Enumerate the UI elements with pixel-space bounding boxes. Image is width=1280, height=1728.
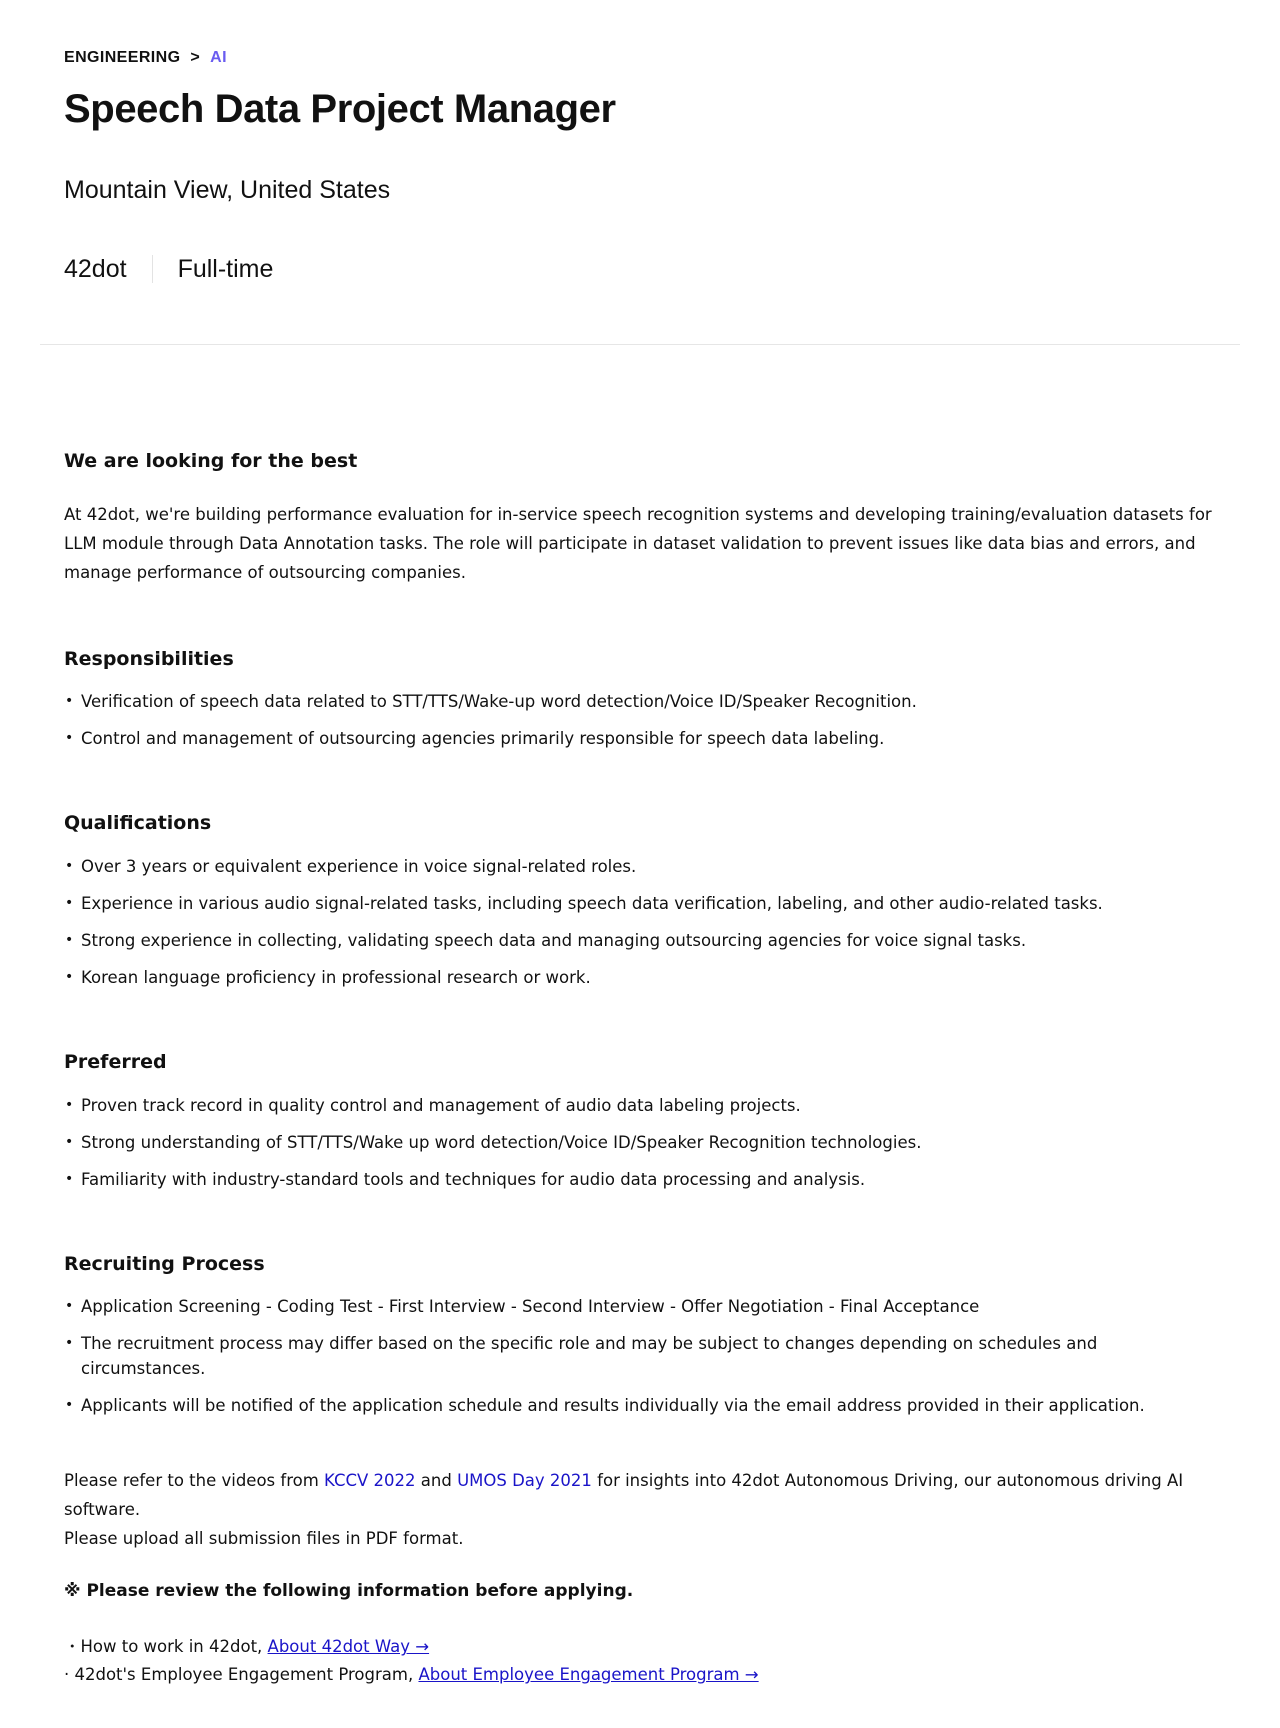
job-location: Mountain View, United States xyxy=(64,176,391,204)
breadcrumb-ai[interactable]: AI xyxy=(210,49,227,66)
reference-suffix: for insights into 42dot Autonomous Driving, our autonomous driving AI software. xyxy=(64,1471,1184,1520)
responsibilities-list xyxy=(64,689,1216,751)
umos-day-2021-link[interactable]: UMOS Day 2021 xyxy=(457,1471,592,1491)
way-link-line xyxy=(64,1633,1216,1661)
header-divider xyxy=(40,344,1240,345)
preferred-heading: Preferred xyxy=(64,1051,167,1074)
reference-prefix: Please refer to the videos from xyxy=(64,1471,325,1491)
job-meta xyxy=(64,255,1216,284)
list-item: • Application Screening - Coding Test - First Interview - Second Interview - Offer Negotiation - Final Acceptance xyxy=(64,1294,1216,1319)
company-name: 42dot xyxy=(64,254,127,283)
meta-divider xyxy=(152,255,153,283)
breadcrumb-engineering[interactable]: ENGINEERING xyxy=(64,49,181,66)
engagement-link-line xyxy=(64,1661,1216,1689)
list-item: • Korean language proficiency in professional research or work. xyxy=(64,965,1216,990)
job-description xyxy=(0,449,1280,1689)
recruiting-process-heading: Recruiting Process xyxy=(64,1252,265,1275)
preferred-section xyxy=(64,1050,1216,1192)
engagement-link-prefix: · 42dot's Employee Engagement Program, xyxy=(64,1665,419,1685)
employment-type: Full-time xyxy=(177,254,274,283)
about-42dot-way-link[interactable]: About 42dot Way → xyxy=(267,1637,430,1657)
kccv-2022-link[interactable]: KCCV 2022 xyxy=(324,1471,416,1491)
list-item: • Verification of speech data related to STT/TTS/Wake-up word detection/Voice ID/Speaker Recognition. xyxy=(64,689,1216,714)
list-item: • Control and management of outsourcing agencies primarily responsible for speech data labeling. xyxy=(64,726,1216,751)
recruiting-process-section xyxy=(64,1252,1216,1419)
references-paragraph xyxy=(64,1466,1216,1553)
preferred-list xyxy=(64,1093,1216,1192)
intro-section xyxy=(64,449,1216,587)
breadcrumb-separator: > xyxy=(190,49,201,66)
job-header xyxy=(0,0,1280,296)
responsibilities-heading: Responsibilities xyxy=(64,647,234,670)
reference-middle: and xyxy=(415,1471,458,1491)
list-item: • Over 3 years or equivalent experience in voice signal-related roles. xyxy=(64,854,1216,879)
way-link-prefix: ・How to work in 42dot, xyxy=(64,1637,268,1657)
list-item: • Applicants will be notified of the application schedule and results individually via the email address provided in their application. xyxy=(64,1393,1216,1418)
responsibilities-section xyxy=(64,647,1216,752)
pdf-note: Please upload all submission files in PDF format. xyxy=(64,1529,464,1549)
list-item: • Familiarity with industry-standard tools and techniques for audio data processing and analysis. xyxy=(64,1167,1216,1192)
list-item: • Experience in various audio signal-related tasks, including speech data verification, labeling, and other audio-related tasks. xyxy=(64,891,1216,916)
qualifications-heading: Qualifications xyxy=(64,812,212,835)
page-title: Speech Data Project Manager xyxy=(64,87,616,131)
qualifications-section xyxy=(64,811,1216,990)
info-links xyxy=(64,1633,1216,1689)
qualifications-list xyxy=(64,854,1216,990)
list-item: • Strong experience in collecting, validating speech data and managing outsourcing agencies for voice signal tasks. xyxy=(64,928,1216,953)
intro-heading: We are looking for the best xyxy=(64,450,358,472)
list-item: • Strong understanding of STT/TTS/Wake up word detection/Voice ID/Speaker Recognition technologies. xyxy=(64,1130,1216,1155)
intro-text: At 42dot, we're building performance evaluation for in-service speech recognition systems and developing training/evaluation datasets for LLM module through Data Annotation tasks. The role will participate in dataset validation to prevent issues like data bias and errors, and manage performance of outsourcing companies. xyxy=(64,504,1212,582)
notice-text: ※ Please review the following information before applying. xyxy=(64,1581,634,1602)
about-engagement-program-link[interactable]: About Employee Engagement Program → xyxy=(418,1665,759,1685)
breadcrumb xyxy=(64,47,1216,69)
video-reference-line xyxy=(64,1466,1216,1524)
list-item: • The recruitment process may differ based on the specific role and may be subject to changes depending on schedules and circumstances. xyxy=(64,1331,1216,1381)
list-item: • Proven track record in quality control and management of audio data labeling projects. xyxy=(64,1093,1216,1118)
recruiting-process-list xyxy=(64,1294,1216,1418)
